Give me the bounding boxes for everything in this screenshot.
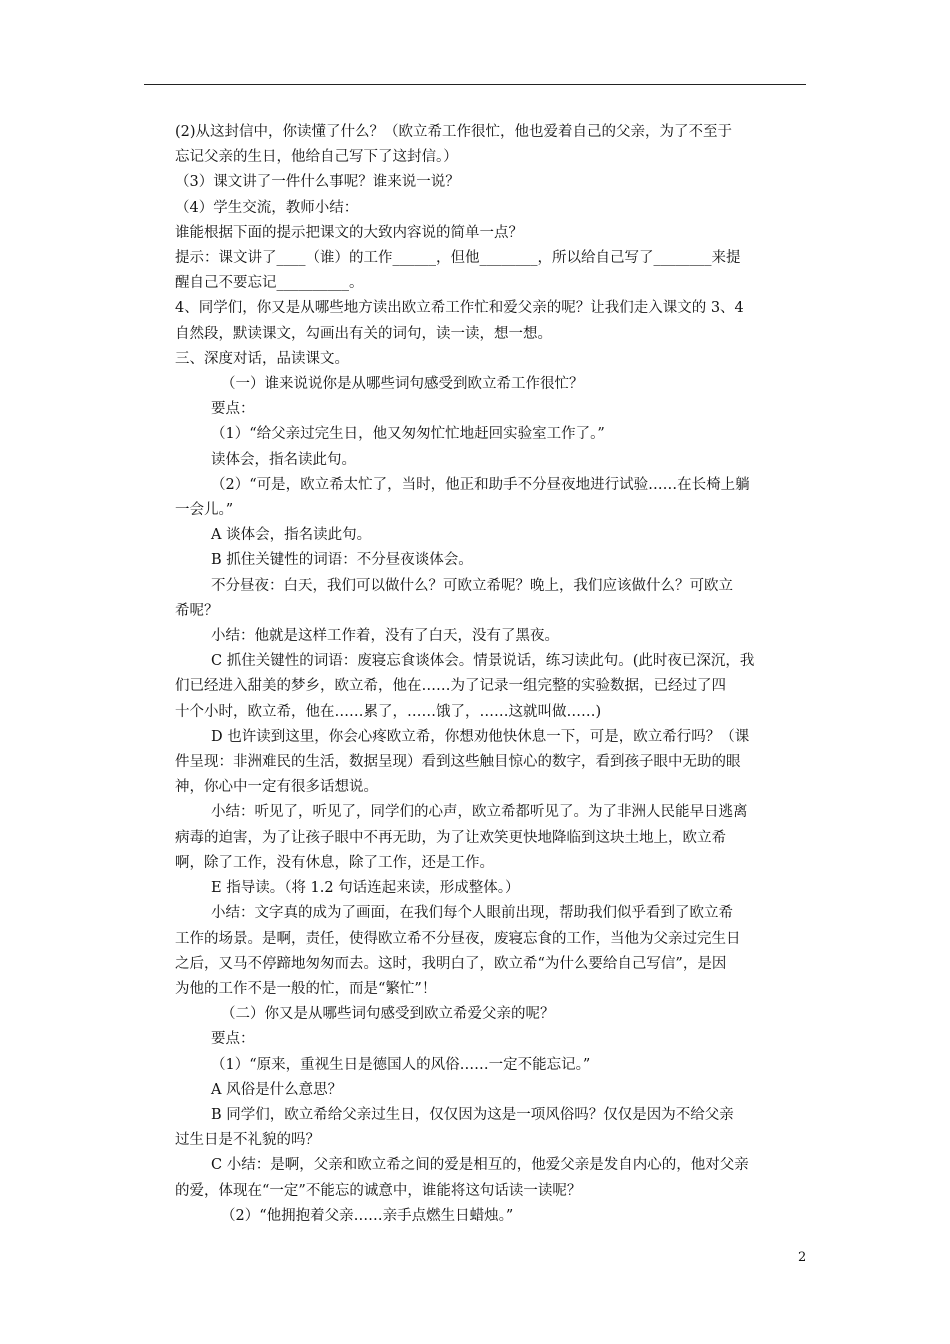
- text-line: 之后，又马不停蹄地匆匆而去。这时，我明白了，欧立希“为什么要给自己写信”，是因: [175, 955, 727, 972]
- text-line: （4）学生交流，教师小结：: [175, 199, 359, 216]
- text-line: 过生日是不礼貌的吗？: [175, 1132, 320, 1149]
- text-line: （2）“可是，欧立希太忙了，当时，他正和助手不分昼夜地进行试验……在长椅上躺: [211, 476, 750, 493]
- text-line: A 风俗是什么意思？: [211, 1081, 343, 1098]
- document-body: [175, 120, 807, 1229]
- text-line: 希呢？: [175, 602, 219, 619]
- text-line: 4、同学们，你又是从哪些地方读出欧立希工作忙和爱父亲的呢？让我们走入课文的 3、4: [175, 300, 744, 317]
- text-line: 工作的场景。是啊，责任，使得欧立希不分昼夜，废寝忘食的工作，当他为父亲过完生日: [175, 930, 741, 947]
- text-line: （2）“他拥抱着父亲……亲手点燃生日蜡烛。”: [221, 1207, 514, 1224]
- text-line: (2)从这封信中，你读懂了什么？（欧立希工作很忙，他也爱着自己的父亲，为了不至于: [175, 124, 733, 140]
- text-line: 忘记父亲的生日，他给自己写下了这封信。）: [175, 149, 458, 166]
- text-line: 的爱，体现在“一定”不能忘的诚意中，谁能将这句话读一读呢？: [175, 1182, 582, 1199]
- text-line: 小结：文字真的成为了画面，在我们每个人眼前出现，帮助我们似乎看到了欧立希: [211, 905, 733, 922]
- text-line: C 小结：是啊，父亲和欧立希之间的爱是相互的，他爱父亲是发自内心的，他对父亲: [211, 1157, 749, 1174]
- text-line: 啊，除了工作，没有休息，除了工作，还是工作。: [175, 854, 494, 871]
- text-line: 不分昼夜：白天，我们可以做什么？可欧立希呢？晚上，我们应该做什么？可欧立: [211, 577, 733, 594]
- text-line: A 谈体会，指名读此句。: [211, 527, 372, 544]
- text-line: D 也许读到这里，你会心疼欧立希，你想劝他快休息一下，可是，欧立希行吗？（课: [211, 728, 750, 745]
- text-line: 病毒的迫害，为了让孩子眼中不再无助，为了让欢笑更快地降临到这块土地上，欧立希: [175, 829, 726, 846]
- text-line: 们已经进入甜美的梦乡，欧立希，他在……为了记录一组完整的实验数据，已经过了四: [175, 678, 726, 695]
- text-line: 件呈现：非洲难民的生活，数据呈现）看到这些触目惊心的数字，看到孩子眼中无助的眼: [175, 754, 741, 771]
- text-line: 要点：: [211, 401, 255, 418]
- text-line: C 抓住关键性的词语：废寝忘食谈体会。情景说话，练习读此句。(此时夜已深沉，我: [211, 653, 755, 670]
- header-rule: [144, 84, 806, 85]
- text-line: 神，你心中一定有很多话想说。: [175, 779, 378, 796]
- text-line: （二）你又是从哪些词句感受到欧立希爱父亲的呢？: [221, 1006, 555, 1023]
- text-line: 小结：他就是这样工作着，没有了白天，没有了黑夜。: [211, 628, 559, 645]
- text-line: 要点：: [211, 1031, 255, 1048]
- text-line: 为他的工作不是一般的忙，而是“繁忙”！: [175, 980, 437, 997]
- text-line: 读体会，指名读此句。: [211, 451, 356, 468]
- text-line: 谁能根据下面的提示把课文的大致内容说的简单一点？: [175, 224, 523, 241]
- text-line: 三、深度对话，品读课文。: [175, 350, 349, 367]
- text-line: 自然段，默读课文，勾画出有关的词句，读一读，想一想。: [175, 325, 552, 342]
- text-line: （1）“原来，重视生日是德国人的风俗……一定不能忘记。”: [211, 1056, 591, 1073]
- text-line: B 抓住关键性的词语：不分昼夜谈体会。: [211, 552, 473, 569]
- text-line: （3）课文讲了一件什么事呢？谁来说一说？: [175, 174, 460, 191]
- text-line: （一）谁来说说你是从哪些词句感受到欧立希工作很忙？: [221, 376, 584, 393]
- text-line: 小结：听见了，听见了，同学们的心声，欧立希都听见了。为了非洲人民能早日逃离: [211, 804, 748, 821]
- text-line: 提示：课文讲了____（谁）的工作______，但他________，所以给自己写了________来提: [175, 250, 741, 267]
- text-line: E 指导读。（将 1.2 句话连起来读，形成整体。）: [211, 880, 520, 897]
- text-line: 一会儿。”: [175, 502, 234, 519]
- text-line: 醒自己不要忘记__________。: [175, 275, 364, 292]
- page-number: 2: [798, 1250, 807, 1265]
- text-line: B 同学们，欧立希给父亲过生日，仅仅因为这是一项风俗吗？仅仅是因为不给父亲: [211, 1106, 734, 1123]
- text-line: 十个小时，欧立希，他在……累了，……饿了，……这就叫做……): [175, 703, 602, 720]
- text-line: （1）“给父亲过完生日，他又匆匆忙忙地赶回实验室工作了。”: [211, 426, 605, 443]
